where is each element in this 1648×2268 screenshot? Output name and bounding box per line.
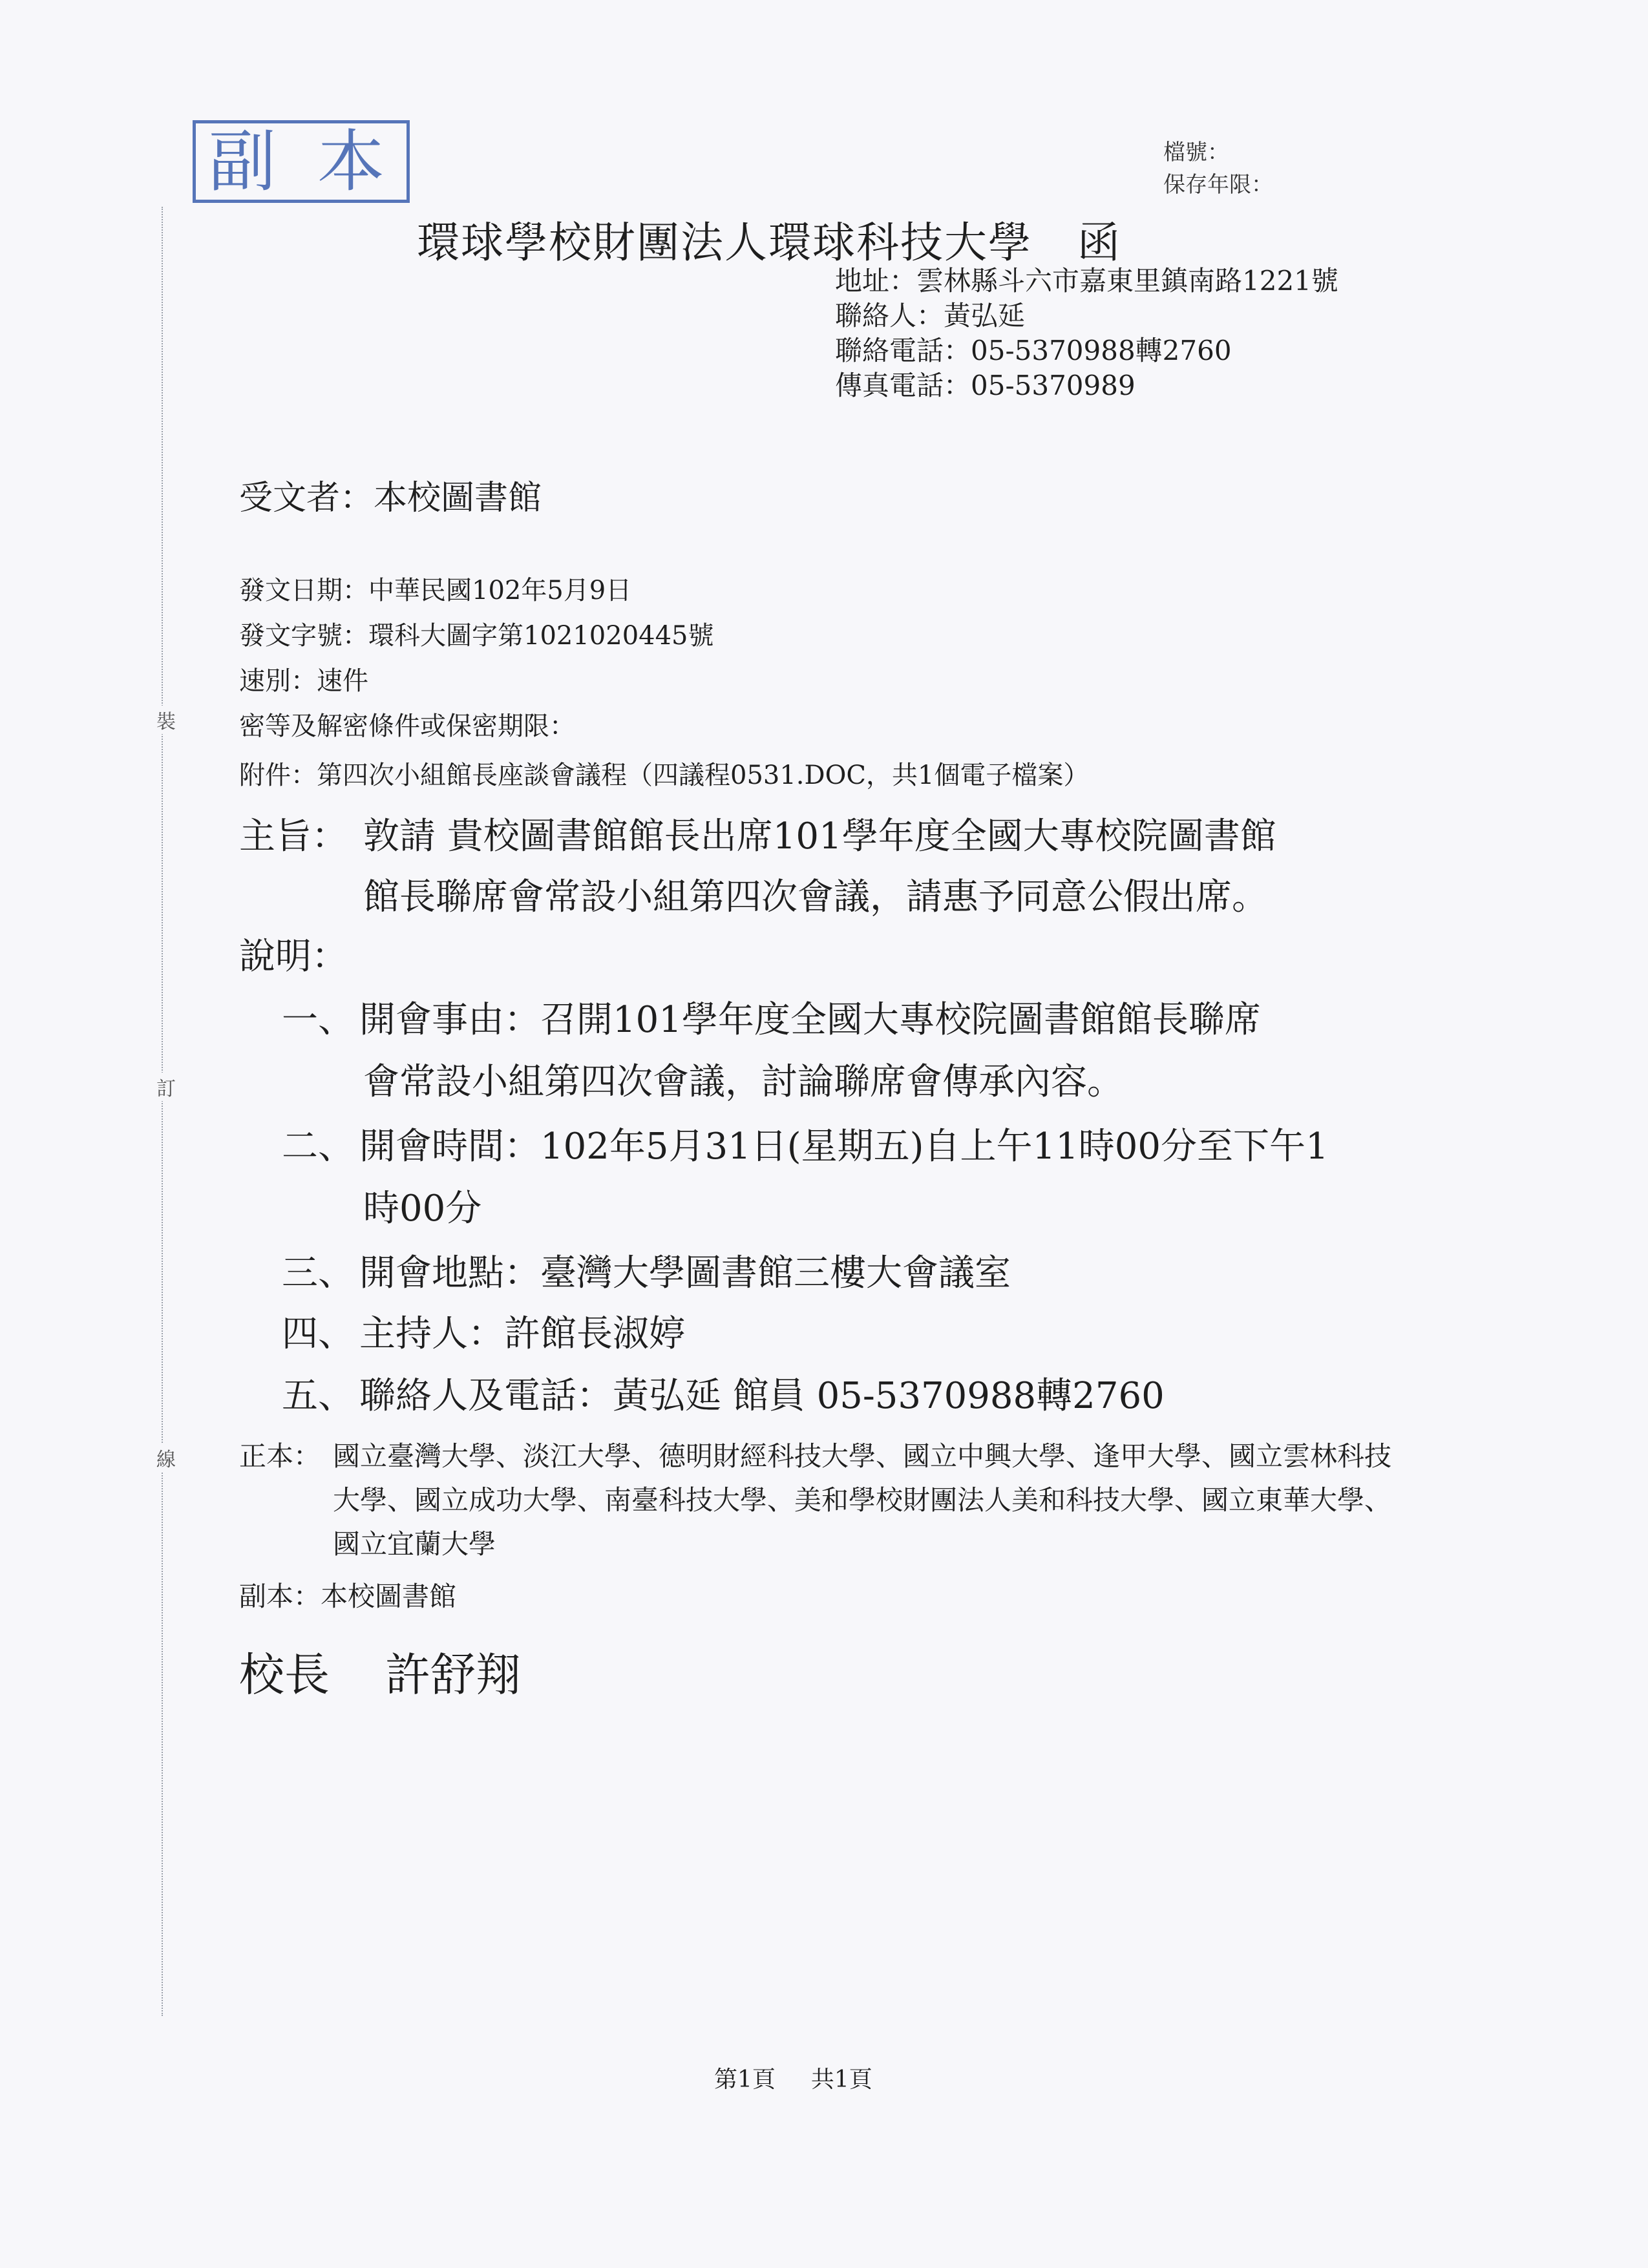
item-number: 五、: [282, 1375, 354, 1417]
secrecy-level: 密等及解密條件或保密期限：: [239, 711, 575, 741]
item-number: 一、: [282, 999, 354, 1041]
item-number: 四、: [282, 1313, 354, 1355]
subject-label: 主旨：: [239, 815, 348, 857]
item-number: 二、: [282, 1126, 354, 1168]
page-number: 第1頁: [714, 2066, 776, 2093]
original-label: 正本：: [239, 1440, 321, 1472]
original-recipients: [239, 1434, 1402, 1566]
binding-mark-xian: 線: [156, 1444, 176, 1472]
issue-date: 發文日期：中華民國102年5月9日: [239, 576, 632, 605]
item-number: 三、: [282, 1252, 354, 1294]
subject-line-1: 敦請 貴校圖書館館長出席101學年度全國大專校院圖書館: [363, 815, 1276, 857]
signature-name: 許舒翔: [385, 1648, 521, 1701]
copy-recipient: 副本：本校圖書館: [239, 1580, 457, 1612]
page-total: 共1頁: [810, 2066, 872, 2093]
item-4-line-1: 主持人：許館長淑婷: [359, 1313, 685, 1355]
speed-class: 速別：速件: [239, 666, 368, 696]
item-3-line-1: 開會地點：臺灣大學圖書館三樓大會議室: [359, 1252, 1011, 1294]
issue-number: 發文字號：環科大圖字第1021020445號: [239, 621, 714, 651]
original-recipients-text: 國立臺灣大學、淡江大學、德明財經科技大學、國立中興大學、逢甲大學、國立雲林科技大學、國立成功大學、南臺科技大學、美和學校財團法人美和科技大學、國立東華大學、國立宜蘭大學: [333, 1440, 1392, 1560]
sender-fax: 傳真電話：05-5370989: [835, 370, 1136, 401]
binding-line: [162, 207, 163, 2016]
item-5-line-1: 聯絡人及電話：黃弘延 館員 05-5370988轉2760: [359, 1375, 1165, 1417]
signature-title: 校長: [239, 1648, 330, 1701]
item-2-line-1: 開會時間：102年5月31日(星期五)自上午11時00分至下午1: [359, 1126, 1329, 1168]
sender-phone: 聯絡電話：05-5370988轉2760: [835, 335, 1232, 366]
item-2-line-2: 時00分: [363, 1188, 482, 1230]
issuer-name: 環球學校財團法人環球科技大學: [417, 218, 1032, 268]
document-kind: 函: [1077, 218, 1121, 268]
signature: [239, 1639, 521, 1704]
item-1-line-2: 會常設小組第四次會議，討論聯席會傳承內容。: [363, 1061, 1123, 1103]
attachment: 附件：第四次小組館長座談會議程（四議程0531.DOC，共1個電子檔案）: [239, 761, 1090, 790]
explanation-label: 說明：: [239, 936, 348, 978]
copy-stamp: 副本: [193, 120, 410, 203]
recipient: 受文者：本校圖書館: [239, 479, 542, 518]
item-1-line-1: 開會事由：召開101學年度全國大專校院圖書館館長聯席: [359, 999, 1261, 1041]
retention-period-label: 保存年限：: [1163, 172, 1273, 198]
sender-contact: 聯絡人：黃弘延: [835, 300, 1026, 331]
binding-mark-zhuang: 裝: [156, 706, 176, 734]
sender-address: 地址：雲林縣斗六市嘉東里鎮南路1221號: [835, 265, 1338, 297]
binding-mark-ding: 訂: [156, 1073, 176, 1101]
subject-line-2: 館長聯席會常設小組第四次會議，請惠予同意公假出席。: [363, 876, 1268, 918]
file-number-label: 檔號：: [1163, 140, 1229, 165]
page-footer: [714, 2061, 872, 2094]
